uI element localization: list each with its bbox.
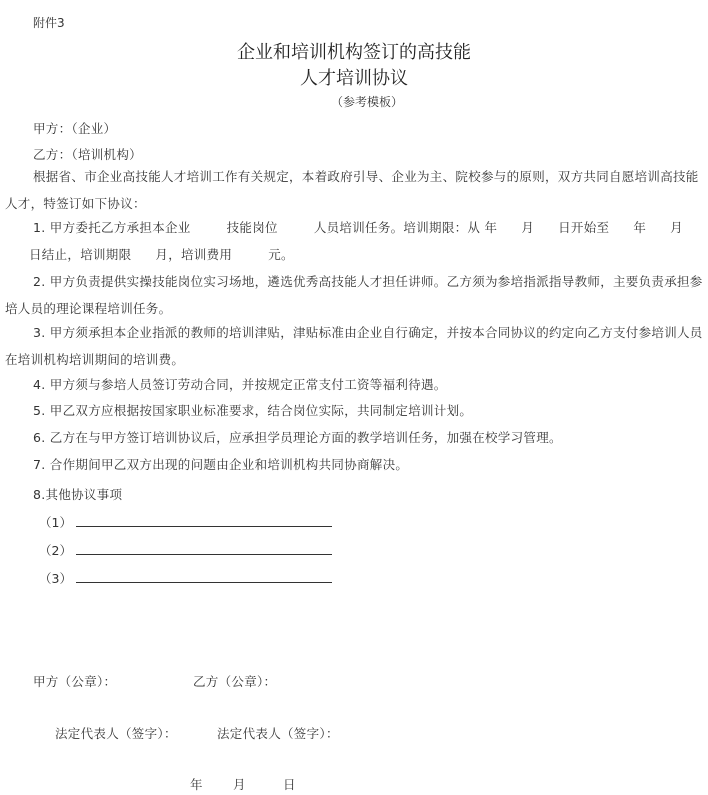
date-day: 日 [283, 777, 296, 792]
document-title-line1: 企业和培训机构签订的高技能 [237, 42, 471, 63]
party-b-representative: 法定代表人（签字）： [217, 726, 339, 741]
party-a-seal: 甲方（公章）： [33, 674, 117, 689]
clause-7: 7. 合作期间甲乙双方出现的问题由企业和培训机构共同协商解决。 [33, 457, 409, 472]
clause-1-part6: 月，培训费用 [155, 247, 233, 262]
party-b-seal: 乙方（公章）： [193, 674, 277, 689]
date-month: 月 [233, 777, 246, 792]
clause-3: 3. 甲方须承担本企业指派的教师的培训津贴，津贴标准由企业自行确定，并按本合同协议的约定向乙方支付参培训人员在培训机构培训期间的培训费。 [5, 325, 703, 367]
fill-in-underline [76, 568, 332, 583]
fill-in-underline [76, 540, 332, 555]
clause-1-month: 月 [521, 220, 535, 235]
clause-1-part7: 元。 [268, 247, 294, 262]
other-items-heading: 8.其他协议事项 [33, 487, 123, 502]
other-item-1 [39, 512, 332, 531]
clause-6: 6. 乙方在与甲方签订培训协议后，应承担学员理论方面的教学培训任务，加强在校学习管理。 [33, 430, 562, 445]
party-a-representative: 法定代表人（签字）： [55, 726, 177, 741]
other-item-3 [39, 568, 332, 587]
clause-1-part3: 人员培训任务。培训期限：从 [313, 220, 481, 235]
clause-1-month2: 月 [670, 220, 683, 235]
party-b-line: 乙方：（培训机构） [33, 147, 142, 162]
clause-5: 5. 甲乙双方应根据按国家职业标准要求，结合岗位实际，共同制定培训计划。 [33, 403, 473, 418]
party-a-line: 甲方：（企业） [33, 121, 117, 136]
clause-2: 2. 甲方负责提供实操技能岗位实习场地，遴选优秀高技能人才担任讲师。乙方须为参培指派指导教师，主要负责承担参培人员的理论课程培训任务。 [5, 274, 703, 316]
clause-1-part2: 技能岗位 [226, 220, 278, 235]
clause-4: 4. 甲方须与参培人员签订劳动合同，并按规定正常支付工资等福利待遇。 [33, 377, 447, 392]
clause-1-part4: 日开始至 [558, 220, 610, 235]
clause-1-year2: 年 [633, 220, 647, 235]
clause-1-part1: 1. 甲方委托乙方承担本企业 [33, 220, 191, 235]
clause-1-part5: 日结止，培训期限 [29, 247, 132, 262]
document-title-line2: 人才培训协议 [300, 68, 408, 89]
document-subtitle: （参考模板） [330, 95, 403, 109]
other-item-2 [39, 540, 332, 559]
clause-1-year: 年 [484, 220, 498, 235]
intro-paragraph: 根据省、市企业高技能人才培训工作有关规定，本着政府引导、企业为主、院校参与的原则，双方共同自愿培训高技能人才，特签订如下协议： [5, 169, 699, 211]
other-item-3-number: （3） [39, 571, 72, 586]
clause-1 [5, 214, 705, 268]
other-item-1-number: （1） [39, 515, 72, 530]
attachment-label: 附件3 [33, 16, 65, 30]
date-year: 年 [190, 777, 203, 792]
fill-in-underline [76, 512, 332, 527]
other-item-2-number: （2） [39, 543, 72, 558]
